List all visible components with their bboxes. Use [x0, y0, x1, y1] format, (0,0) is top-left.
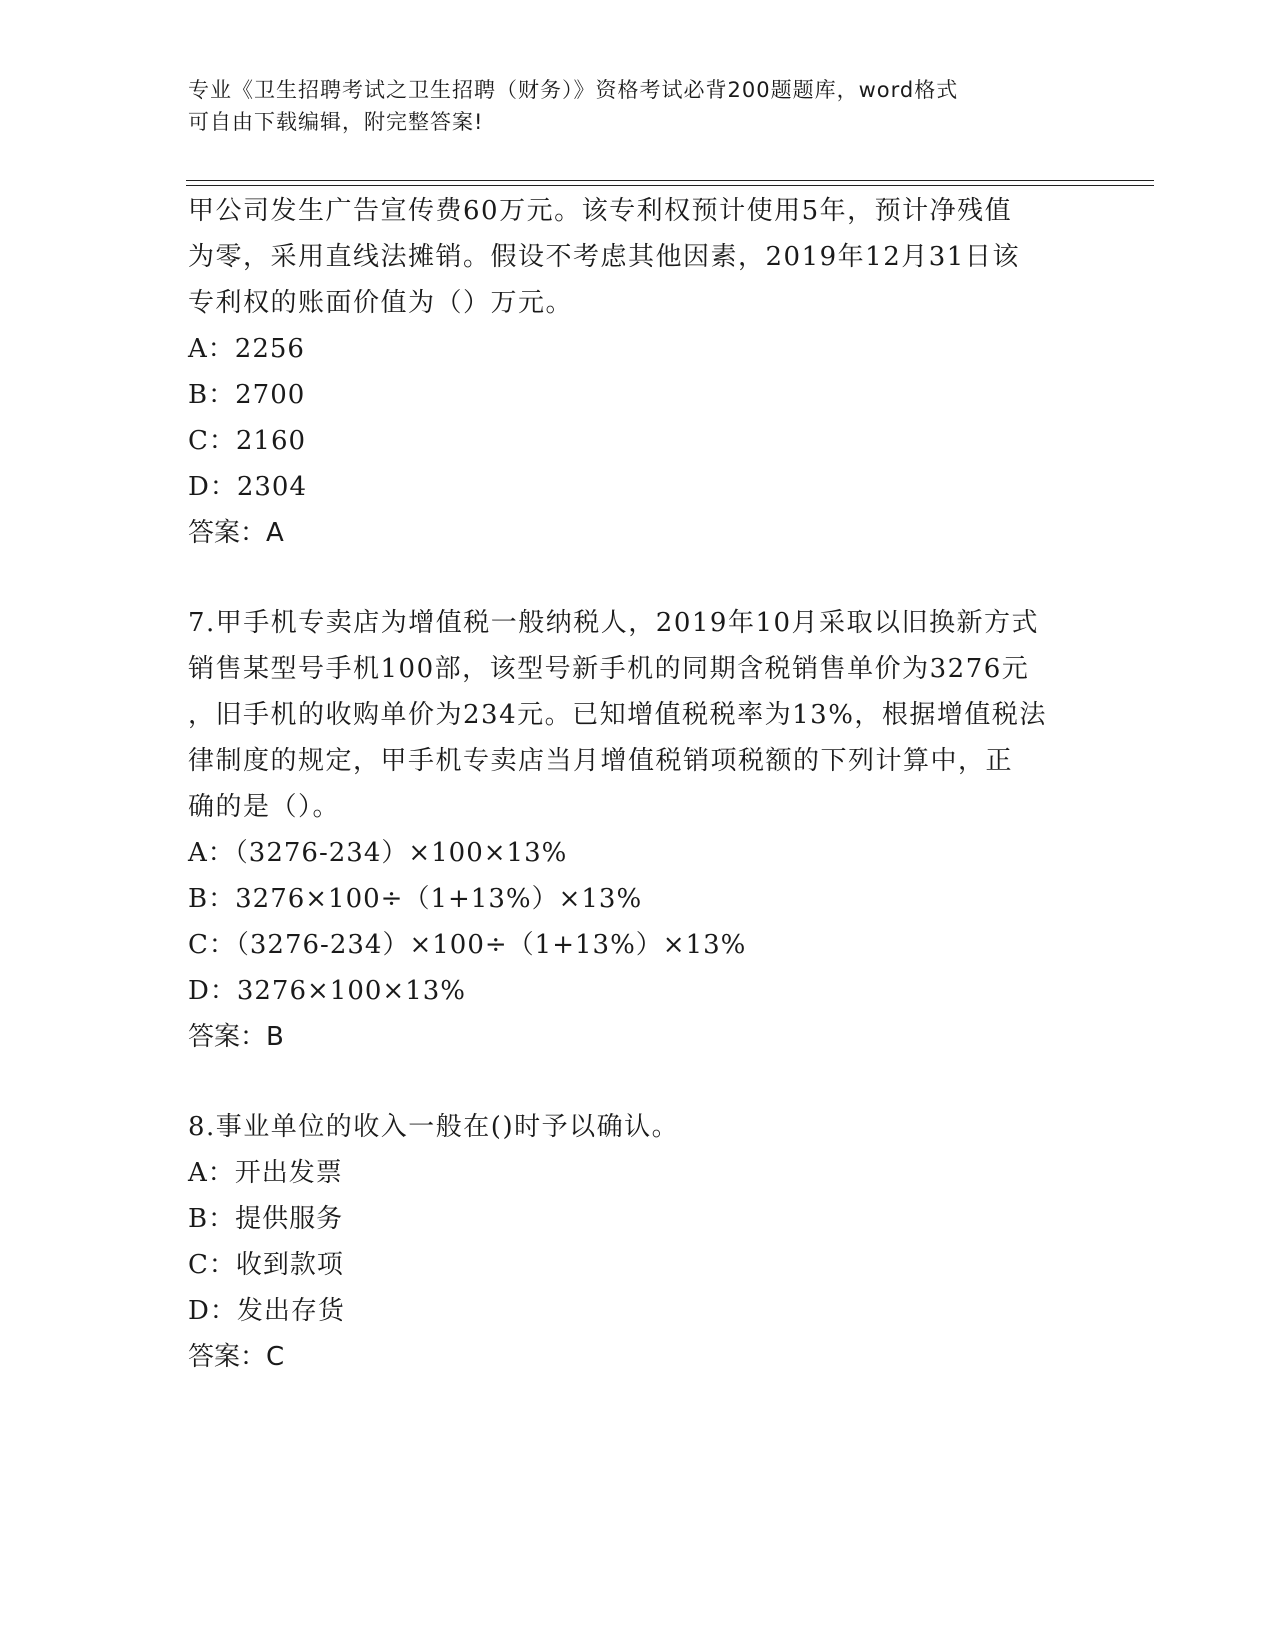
- header-divider-bottom: [186, 185, 1154, 186]
- answer: 答案：C: [188, 1342, 285, 1372]
- answer: 答案：A: [188, 518, 284, 548]
- spacer: [188, 556, 1088, 600]
- option-b: B：2700: [188, 380, 306, 410]
- option-c: C：2160: [188, 426, 307, 456]
- answer: 答案：B: [188, 1022, 284, 1052]
- question-text-line: 专利权的账面价值为（）万元。: [188, 288, 574, 318]
- option-b: B：提供服务: [188, 1204, 344, 1234]
- header-line-2: 可自由下载编辑，附完整答案!: [188, 110, 484, 134]
- question-text-line: 甲公司发生广告宣传费60万元。该专利权预计使用5年，预计净残值: [188, 196, 1013, 226]
- option-a: A：（3276-234）×100×13%: [188, 838, 568, 868]
- option-a: A：2256: [188, 334, 305, 364]
- question-7: [188, 600, 1088, 1060]
- header-line-1: 专业《卫生招聘考试之卫生招聘（财务）》资格考试必背200题题库，word格式: [188, 78, 959, 102]
- question-text-line: 为零，采用直线法摊销。假设不考虑其他因素，2019年12月31日该: [188, 242, 1020, 272]
- option-d: D：2304: [188, 472, 308, 502]
- question-text-line: ，旧手机的收购单价为234元。已知增值税税率为13%，根据增值税法: [188, 700, 1047, 730]
- question-text-line: 销售某型号手机100部，该型号新手机的同期含税销售单价为3276元: [188, 654, 1030, 684]
- question-8: [188, 1104, 1088, 1380]
- document-header: [188, 74, 1088, 138]
- option-c: C：（3276-234）×100÷（1+13%）×13%: [188, 930, 747, 960]
- option-a: A：开出发票: [188, 1158, 343, 1188]
- question-text-line: 确的是（）。: [188, 792, 341, 822]
- option-c: C：收到款项: [188, 1250, 344, 1280]
- option-b: B：3276×100÷（1+13%）×13%: [188, 884, 643, 914]
- header-divider-top: [186, 180, 1154, 181]
- option-d: D：3276×100×13%: [188, 976, 466, 1006]
- spacer: [188, 1060, 1088, 1104]
- question-text-line: 7.甲手机专卖店为增值税一般纳税人，2019年10月采取以旧换新方式: [188, 608, 1040, 638]
- question-6: [188, 188, 1088, 556]
- option-d: D：发出存货: [188, 1296, 345, 1326]
- question-list: [188, 188, 1088, 1380]
- question-text-line: 律制度的规定，甲手机专卖店当月增值税销项税额的下列计算中，正: [188, 746, 1014, 776]
- question-text-line: 8.事业单位的收入一般在()时予以确认。: [188, 1112, 680, 1142]
